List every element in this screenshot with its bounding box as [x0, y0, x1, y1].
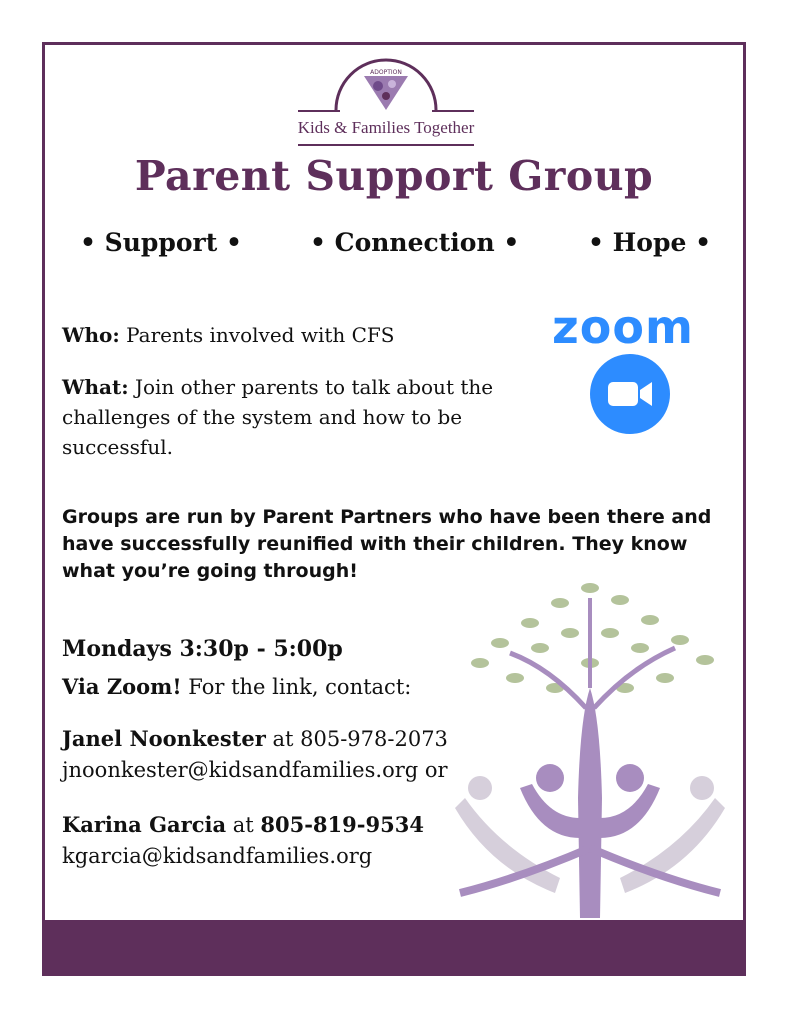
zoom-wordmark: zoom — [552, 300, 694, 354]
via-zoom-text: For the link, contact: — [181, 675, 412, 699]
what-paragraph — [62, 372, 542, 462]
via-zoom-label: Via Zoom! — [62, 674, 182, 699]
video-camera-icon — [588, 352, 672, 436]
who-label: Who: — [62, 323, 120, 347]
contact-email[interactable]: jnoonkester@kidsandfamilies.org or — [62, 758, 448, 782]
contact-name: Janel Noonkester — [62, 726, 266, 751]
contact-janel — [62, 726, 448, 751]
tag-support: • Support • — [80, 228, 242, 257]
logo-badge-text: ADOPTION — [370, 69, 402, 76]
family-tree-illustration — [440, 548, 740, 918]
tag-hope: • Hope • — [588, 228, 712, 257]
parent-partners-paragraph: Groups are run by Parent Partners who have been there and have successfully reunified with their children. They know what you’re going through! — [62, 506, 712, 582]
contact-phone: 805-978-2073 — [300, 727, 448, 751]
logo-underline — [298, 144, 474, 146]
contact-phone: 805-819-9534 — [260, 812, 424, 837]
meeting-time: Mondays 3:30p - 5:00p — [62, 636, 343, 662]
who-text: Parents involved with CFS — [119, 323, 395, 347]
contact-email[interactable]: kgarcia@kidsandfamilies.org — [62, 844, 373, 868]
logo-rule-right — [432, 110, 474, 112]
zoom-link-line — [62, 674, 411, 699]
what-text: Join other parents to talk about the challenges of the system and how to be successful. — [62, 375, 494, 459]
tag-connection: • Connection • — [310, 228, 520, 257]
logo-rule-left — [298, 110, 340, 112]
what-label: What: — [62, 375, 129, 399]
footer-band — [42, 920, 746, 976]
contact-separator: at — [265, 727, 301, 751]
contact-name: Karina Garcia — [62, 812, 227, 837]
page-title: Parent Support Group — [134, 152, 654, 200]
logo-org-name: Kids & Families Together — [297, 118, 475, 137]
contact-karina — [62, 812, 424, 837]
who-line — [62, 320, 482, 350]
contact-separator: at — [226, 813, 261, 837]
